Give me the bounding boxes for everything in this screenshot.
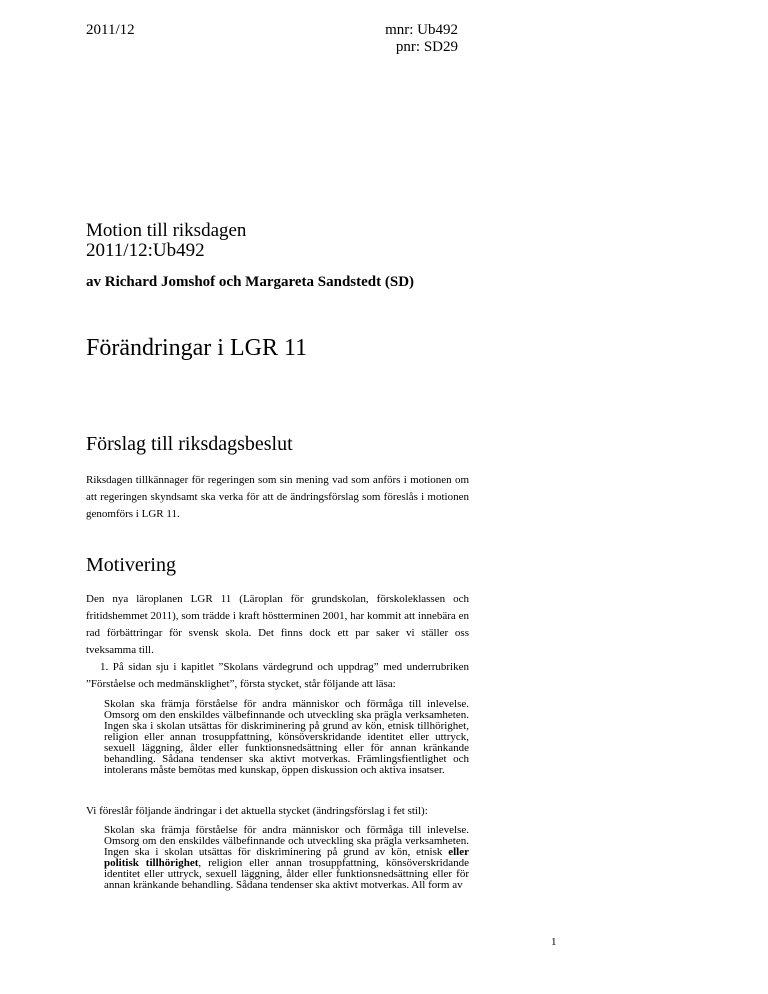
- quote-proposed-text: [104, 825, 469, 891]
- quote-current-paragraph: Skolan ska främja förståelse för andra människor och förmåga till inlevelse. Omsorg om den enskildes välbefinnande och utveckling ska prägla verksamheten. Ingen ska i skolan utsättas för diskriminering på grund av kön, etnisk tillhörighet, religion eller annan trosuppfattning, könsöverskridande identitet eller uttryck, sexuell läggning, ålder eller funktionsnedsättning eller för annan kränkande behandling. Sådana tendenser ska aktivt motverkas. Främlingsfientlighet och intolerans måste bemötas med kunskap, öppen diskussion och aktiva insatser.: [104, 698, 469, 776]
- motion-title-line2: 2011/12:Ub492: [86, 240, 205, 261]
- session-label: 2011/12: [86, 22, 135, 38]
- motion-heading: Förändringar i LGR 11: [86, 335, 308, 361]
- page-number: 1: [551, 936, 557, 948]
- motivering-paragraph-3: [86, 803, 481, 820]
- motivering-paragraph-2: 1. På sidan sju i kapitlet ”Skolans värdegrund och uppdrag” med underrubriken ”Förståelse och medmänsklighet”, första stycket, står följande att läsa:: [86, 661, 469, 690]
- proposal-intro: Vi föreslår följande ändringar i det aktuella stycket (ändringsförslag i fet stil):: [86, 805, 428, 817]
- quote-proposed-paragraph: [104, 825, 469, 891]
- party-number: pnr: SD29: [395, 39, 458, 55]
- motivering-paragraph-1: Den nya läroplanen LGR 11 (Läroplan för grundskolan, förskoleklassen och fritidshemmet 2011), som trädde i kraft höstterminen 2001, har kommit att innebära en rad förbättringar för svensk skola. Det finns dock ett par saker vi ställer oss tveksamma till.: [86, 593, 469, 656]
- quote-proposed-part-a: Skolan ska främja förståelse för andra människor och förmåga till inlevelse. Omsorg om den enskildes välbefinnande och utveckling ska prägla verksamheten. Ingen ska i skolan utsättas för diskriminering på grund av kön, etnisk: [104, 824, 469, 858]
- forslag-heading: Förslag till riksdagsbeslut: [86, 433, 293, 455]
- forslag-paragraph: Riksdagen tillkännager för regeringen som sin mening vad som anförs i motionen om att regeringen skyndsamt ska verka för att de ändringsförslag som föreslås i motionen genomförs i LGR 11.: [86, 474, 469, 520]
- motion-number: mnr: Ub492: [385, 22, 458, 38]
- motivering-heading: Motivering: [86, 554, 176, 576]
- quote-current-text: [104, 699, 469, 776]
- quote-proposed-bold: eller politisk tillhörighet: [104, 846, 469, 869]
- forslag-text: [86, 472, 469, 523]
- motivering-body: [86, 591, 469, 693]
- motion-title-line1: Motion till riksdagen: [86, 220, 247, 241]
- authors: av Richard Jomshof och Margareta Sandstedt (SD): [86, 274, 415, 290]
- quote-proposed-part-b: , religion eller annan trosuppfattning, könsöverskridande identitet eller uttryck, sexuell läggning, ålder eller funktionsnedsättning eller för annan kränkande behandling. Sådana tendenser ska aktivt motverkas. All form av: [104, 857, 469, 891]
